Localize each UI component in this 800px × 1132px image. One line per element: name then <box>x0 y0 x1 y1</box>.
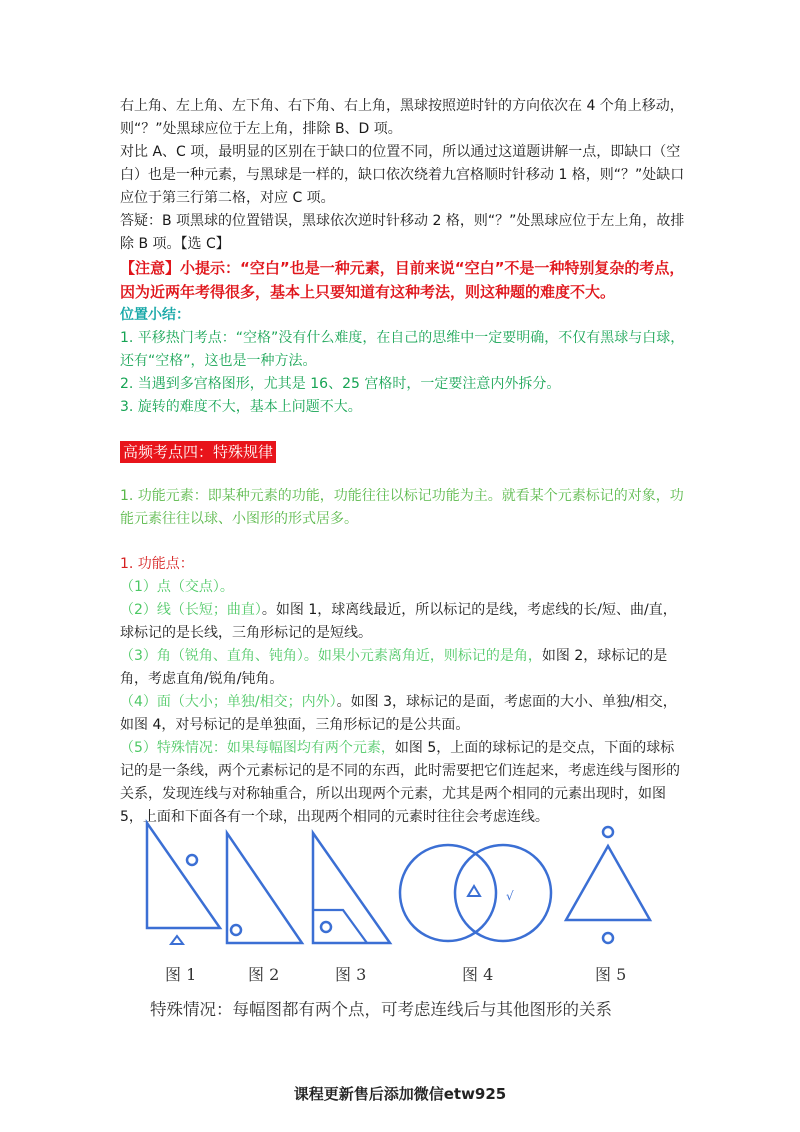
figure-4-left-circle <box>400 845 496 941</box>
section-heading: 高频考点四：特殊规律 <box>120 441 276 463</box>
item-special-label: （5）特殊情况：如果每幅图均有两个元素， <box>120 740 395 756</box>
paragraph-answer-qa: 答疑：B 项黑球的位置错误，黑球依次逆时针移动 2 格，则“？”处黑球应位于左上角，故排除 B 项。【选 C】 <box>120 213 685 252</box>
figure-5-bottom-ball <box>603 933 613 943</box>
figure-1-triangle <box>147 823 220 928</box>
figure-1-label: 图 1 <box>165 965 197 984</box>
item-angle-label: （3）角（锐角、直角、钝角）。如果小元素离角近，则标记的是角， <box>120 648 542 664</box>
figure-caption-row <box>0 962 800 984</box>
figure-3-label: 图 3 <box>335 965 367 984</box>
figure-2-ball <box>231 925 241 935</box>
item-face-label: （4）面（大小；单独/相交；内外） <box>120 694 337 710</box>
figure-5-label: 图 5 <box>595 965 627 984</box>
figure-1-small-triangle <box>171 936 183 944</box>
item-line <box>120 599 685 645</box>
function-element-paragraph: 1. 功能元素：即某种元素的功能，功能往往以标记功能为主。就看某个元素标记的对象，功能元素往往以球、小图形的形式居多。 <box>120 488 684 527</box>
document-body <box>120 95 685 829</box>
summary-item-2: 2. 当遇到多宫格图形，尤其是 16、25 宫格时，一定要注意内外拆分。 <box>120 376 561 392</box>
item-line-label: （2）线（长短；曲直） <box>120 602 262 618</box>
item-angle-text: 如图 2，球标记的是角，考虑直角/锐角/钝角。 <box>120 648 668 687</box>
note-paragraph: 【注意】小提示：“空白”也是一种元素，目前来说“空白”不是一种特别复杂的考点，因为近两年考得很多，基本上只要知道有这种考法，则这种题的难度不大。 <box>120 259 685 301</box>
item-face <box>120 691 685 737</box>
item-face-text: 。如图 3，球标记的是面，考虑面的大小、单独/相交，如图 4，对号标记的是单独面，三角形标记的是公共面。 <box>120 694 677 733</box>
figure-1-ball <box>187 855 197 865</box>
figure-5-triangle <box>566 846 650 920</box>
figure-4-label: 图 4 <box>462 965 494 984</box>
item-point: （1）点（交点）。 <box>120 579 234 595</box>
paragraph-answer-1: 右上角、左上角、左下角、右下角、右上角，黑球按照逆时针的方向依次在 4 个角上移动，则“？”处黑球应位于左上角，排除 B、D 项。 <box>120 98 684 137</box>
item-special-text: 如图 5，上面的球标记的是交点，下面的球标记的是一条线，两个元素标记的是不同的东西，此时需要把它们连起来，考虑连线与图形的关系，发现连线与对称轴重合，所以出现两个元素，尤其是两个相同的元素出现时，如图 5，上面和下面各有一个球，出现两个相同的元素时往往会考虑连线。 <box>120 740 680 825</box>
summary-item-1: 1. 平移热门考点：“空格”没有什么难度，在自己的思维中一定要明确，不仅有黑球与白球，还有“空格”，这也是一种方法。 <box>120 330 685 369</box>
summary-item-3: 3. 旋转的难度不大，基本上问题不大。 <box>120 399 362 415</box>
item-special <box>120 737 685 829</box>
figure-4-small-triangle <box>468 886 480 896</box>
item-angle <box>120 645 685 691</box>
figure-3-triangle <box>313 833 390 943</box>
figure-5-top-ball <box>603 827 613 837</box>
footer-contact: 课程更新售后添加微信etw925 <box>293 1085 507 1103</box>
figure-2-label: 图 2 <box>248 965 280 984</box>
paragraph-answer-2: 对比 A、C 项，最明显的区别在于缺口的位置不同，所以通过这道题讲解一点，即缺口（空白）也是一种元素，与黑球是一样的，缺口依次绕着九宫格顺时针移动 1 格，则“？”处缺口应位于第三行第二格，对应 C 项。 <box>120 144 685 206</box>
figure-note: 特殊情况：每幅图都有两个点，可考虑连线后与其他图形的关系 <box>150 1000 612 1019</box>
summary-title: 位置小结： <box>120 307 190 323</box>
figure-3-ball <box>321 922 331 932</box>
check-mark-icon: √ <box>506 889 514 903</box>
function-point-title: 1. 功能点： <box>120 556 194 572</box>
item-line-text: 。如图 1，球离线最近，所以标记的是线，考虑线的长/短、曲/直，球标记的是长线，三角形标记的是短线。 <box>120 602 677 641</box>
